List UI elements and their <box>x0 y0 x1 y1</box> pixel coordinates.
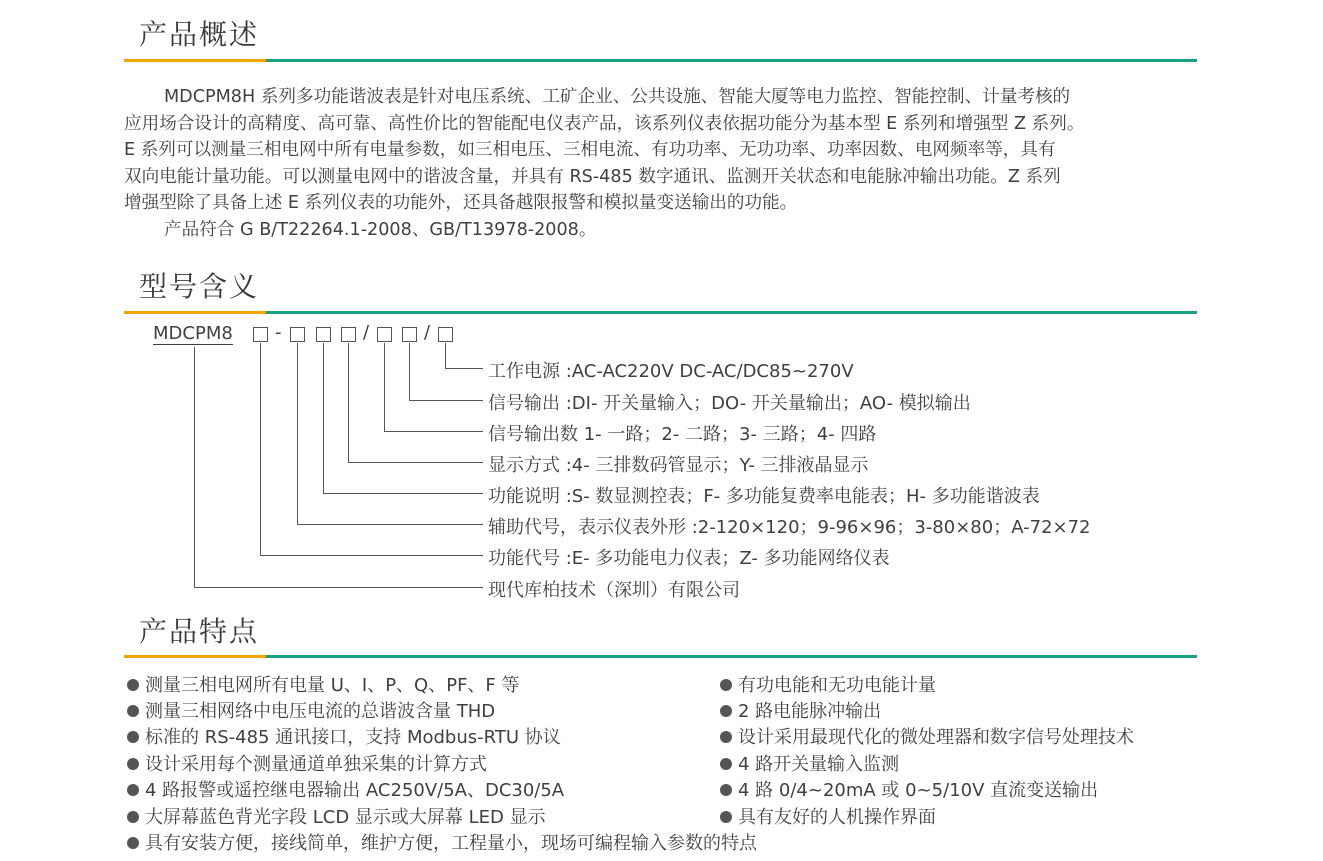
legend-company: 现代库柏技术（深圳）有限公司 <box>488 580 740 601</box>
code-box-type <box>316 327 331 342</box>
connector-line <box>409 400 483 401</box>
code-dash: - <box>275 322 282 343</box>
bullet-icon <box>720 811 732 823</box>
bullet-icon <box>127 784 139 796</box>
feature-item: 4 路开关量输入监测 <box>720 750 899 776</box>
connector-line <box>323 493 483 494</box>
section-divider-features <box>124 655 1197 658</box>
connector-line <box>194 587 483 588</box>
legend-size: 辅助代号，表示仪表外形 :2-120×120；9-96×96；3-80×80；A-72×72 <box>488 517 1091 538</box>
bullet-icon <box>720 758 732 770</box>
bullet-icon <box>720 705 732 717</box>
overview-paragraph <box>124 84 1197 243</box>
section-title-model: 型号含义 <box>139 270 260 303</box>
legend-output-count: 信号输出数 1- 一路；2- 二路；3- 三路；4- 四路 <box>488 424 877 445</box>
connector-line <box>409 343 410 400</box>
connector-line <box>445 368 483 369</box>
bullet-icon <box>127 705 139 717</box>
feature-item: 有功电能和无功电能计量 <box>720 671 936 697</box>
bullet-icon <box>720 731 732 743</box>
bullet-icon <box>127 837 139 849</box>
bullet-icon <box>127 731 139 743</box>
feature-item: 标准的 RS-485 通讯接口，支持 Modbus-RTU 协议 <box>127 723 561 749</box>
overview-line-5: 增强型除了具备上述 E 系列仪表的功能外，还具备越限报警和模拟量变送输出的功能。 <box>124 193 798 213</box>
overview-line-2: 应用场合设计的高精度、高可靠、高性价比的智能配电仪表产品，该系列仪表依据功能分为基本型 E 系列和增强型 Z 系列。 <box>124 113 1085 134</box>
feature-item: 2 路电能脉冲输出 <box>720 697 881 723</box>
feature-item: 设计采用最现代化的微处理器和数字信号处理技术 <box>720 723 1134 749</box>
legend-output-type: 信号输出 :DI- 开关量输入；DO- 开关量输出；AO- 模拟输出 <box>488 393 971 414</box>
code-slash-1: / <box>363 322 370 343</box>
bullet-icon <box>720 679 732 691</box>
overview-line-1: MDCPM8H 系列多功能谐波表是针对电压系统、工矿企业、公共设施、智能大厦等电力监控、智能控制、计量考核的 <box>164 87 1071 107</box>
connector-line <box>297 524 483 525</box>
code-box-output-count <box>377 327 392 342</box>
overview-standard: 产品符合 G B/T22264.1-2008、GB/T13978-2008。 <box>164 219 597 240</box>
connector-line <box>384 343 385 431</box>
legend-function-code: 功能代号 :E- 多功能电力仪表；Z- 多功能网络仪表 <box>488 548 890 569</box>
connector-line <box>348 343 349 462</box>
legend-function: 功能说明 :S- 数显测控表；F- 多功能复费率电能表；H- 多功能谐波表 <box>488 486 1040 507</box>
feature-item: 设计采用每个测量通道单独采集的计算方式 <box>127 750 487 776</box>
feature-item: 4 路报警或遥控继电器输出 AC250V/5A、DC30/5A <box>127 776 564 802</box>
bullet-icon <box>720 784 732 796</box>
code-box-size <box>290 327 305 342</box>
connector-line <box>323 343 324 493</box>
connector-line <box>348 462 483 463</box>
connector-line <box>384 431 483 432</box>
connector-line <box>194 347 195 587</box>
feature-item: 大屏幕蓝色背光字段 LCD 显示或大屏幕 LED 显示 <box>127 803 546 829</box>
bullet-icon <box>127 679 139 691</box>
section-divider-model <box>124 311 1197 314</box>
feature-item: 具有安装方便，接线简单，维护方便，工程量小，现场可编程输入参数的特点 <box>127 829 757 855</box>
section-title-features: 产品特点 <box>139 615 260 648</box>
section-title-overview: 产品概述 <box>139 18 260 51</box>
bullet-icon <box>127 758 139 770</box>
code-box-display <box>341 327 356 342</box>
bullet-icon <box>127 811 139 823</box>
code-box-power <box>438 327 453 342</box>
connector-line <box>260 555 483 556</box>
feature-item: 具有友好的人机操作界面 <box>720 803 936 829</box>
connector-line <box>445 343 446 368</box>
legend-power: 工作电源 :AC-AC220V DC-AC/DC85~270V <box>488 361 854 382</box>
connector-line <box>260 343 261 555</box>
code-box-function <box>253 327 268 342</box>
section-divider-overview <box>124 59 1197 62</box>
feature-item: 4 路 0/4~20mA 或 0~5/10V 直流变送输出 <box>720 776 1098 802</box>
code-box-output-type <box>402 327 417 342</box>
feature-item: 测量三相电网所有电量 U、I、P、Q、PF、F 等 <box>127 671 520 697</box>
connector-line <box>297 343 298 524</box>
overview-line-3: E 系列可以测量三相电网中所有电量参数，如三相电压、三相电流、有功功率、无功功率、功率因数、电网频率等，具有 <box>124 140 1056 160</box>
code-slash-2: / <box>424 322 431 343</box>
overview-line-4: 双向电能计量功能。可以测量电网中的谐波含量，并具有 RS-485 数字通讯、监测开关状态和电能脉冲输出功能。Z 系列 <box>124 166 1061 187</box>
legend-display: 显示方式 :4- 三排数码管显示；Y- 三排液晶显示 <box>488 455 869 476</box>
model-prefix: MDCPM8 <box>153 323 233 344</box>
feature-item: 测量三相网络中电压电流的总谐波含量 THD <box>127 697 495 723</box>
